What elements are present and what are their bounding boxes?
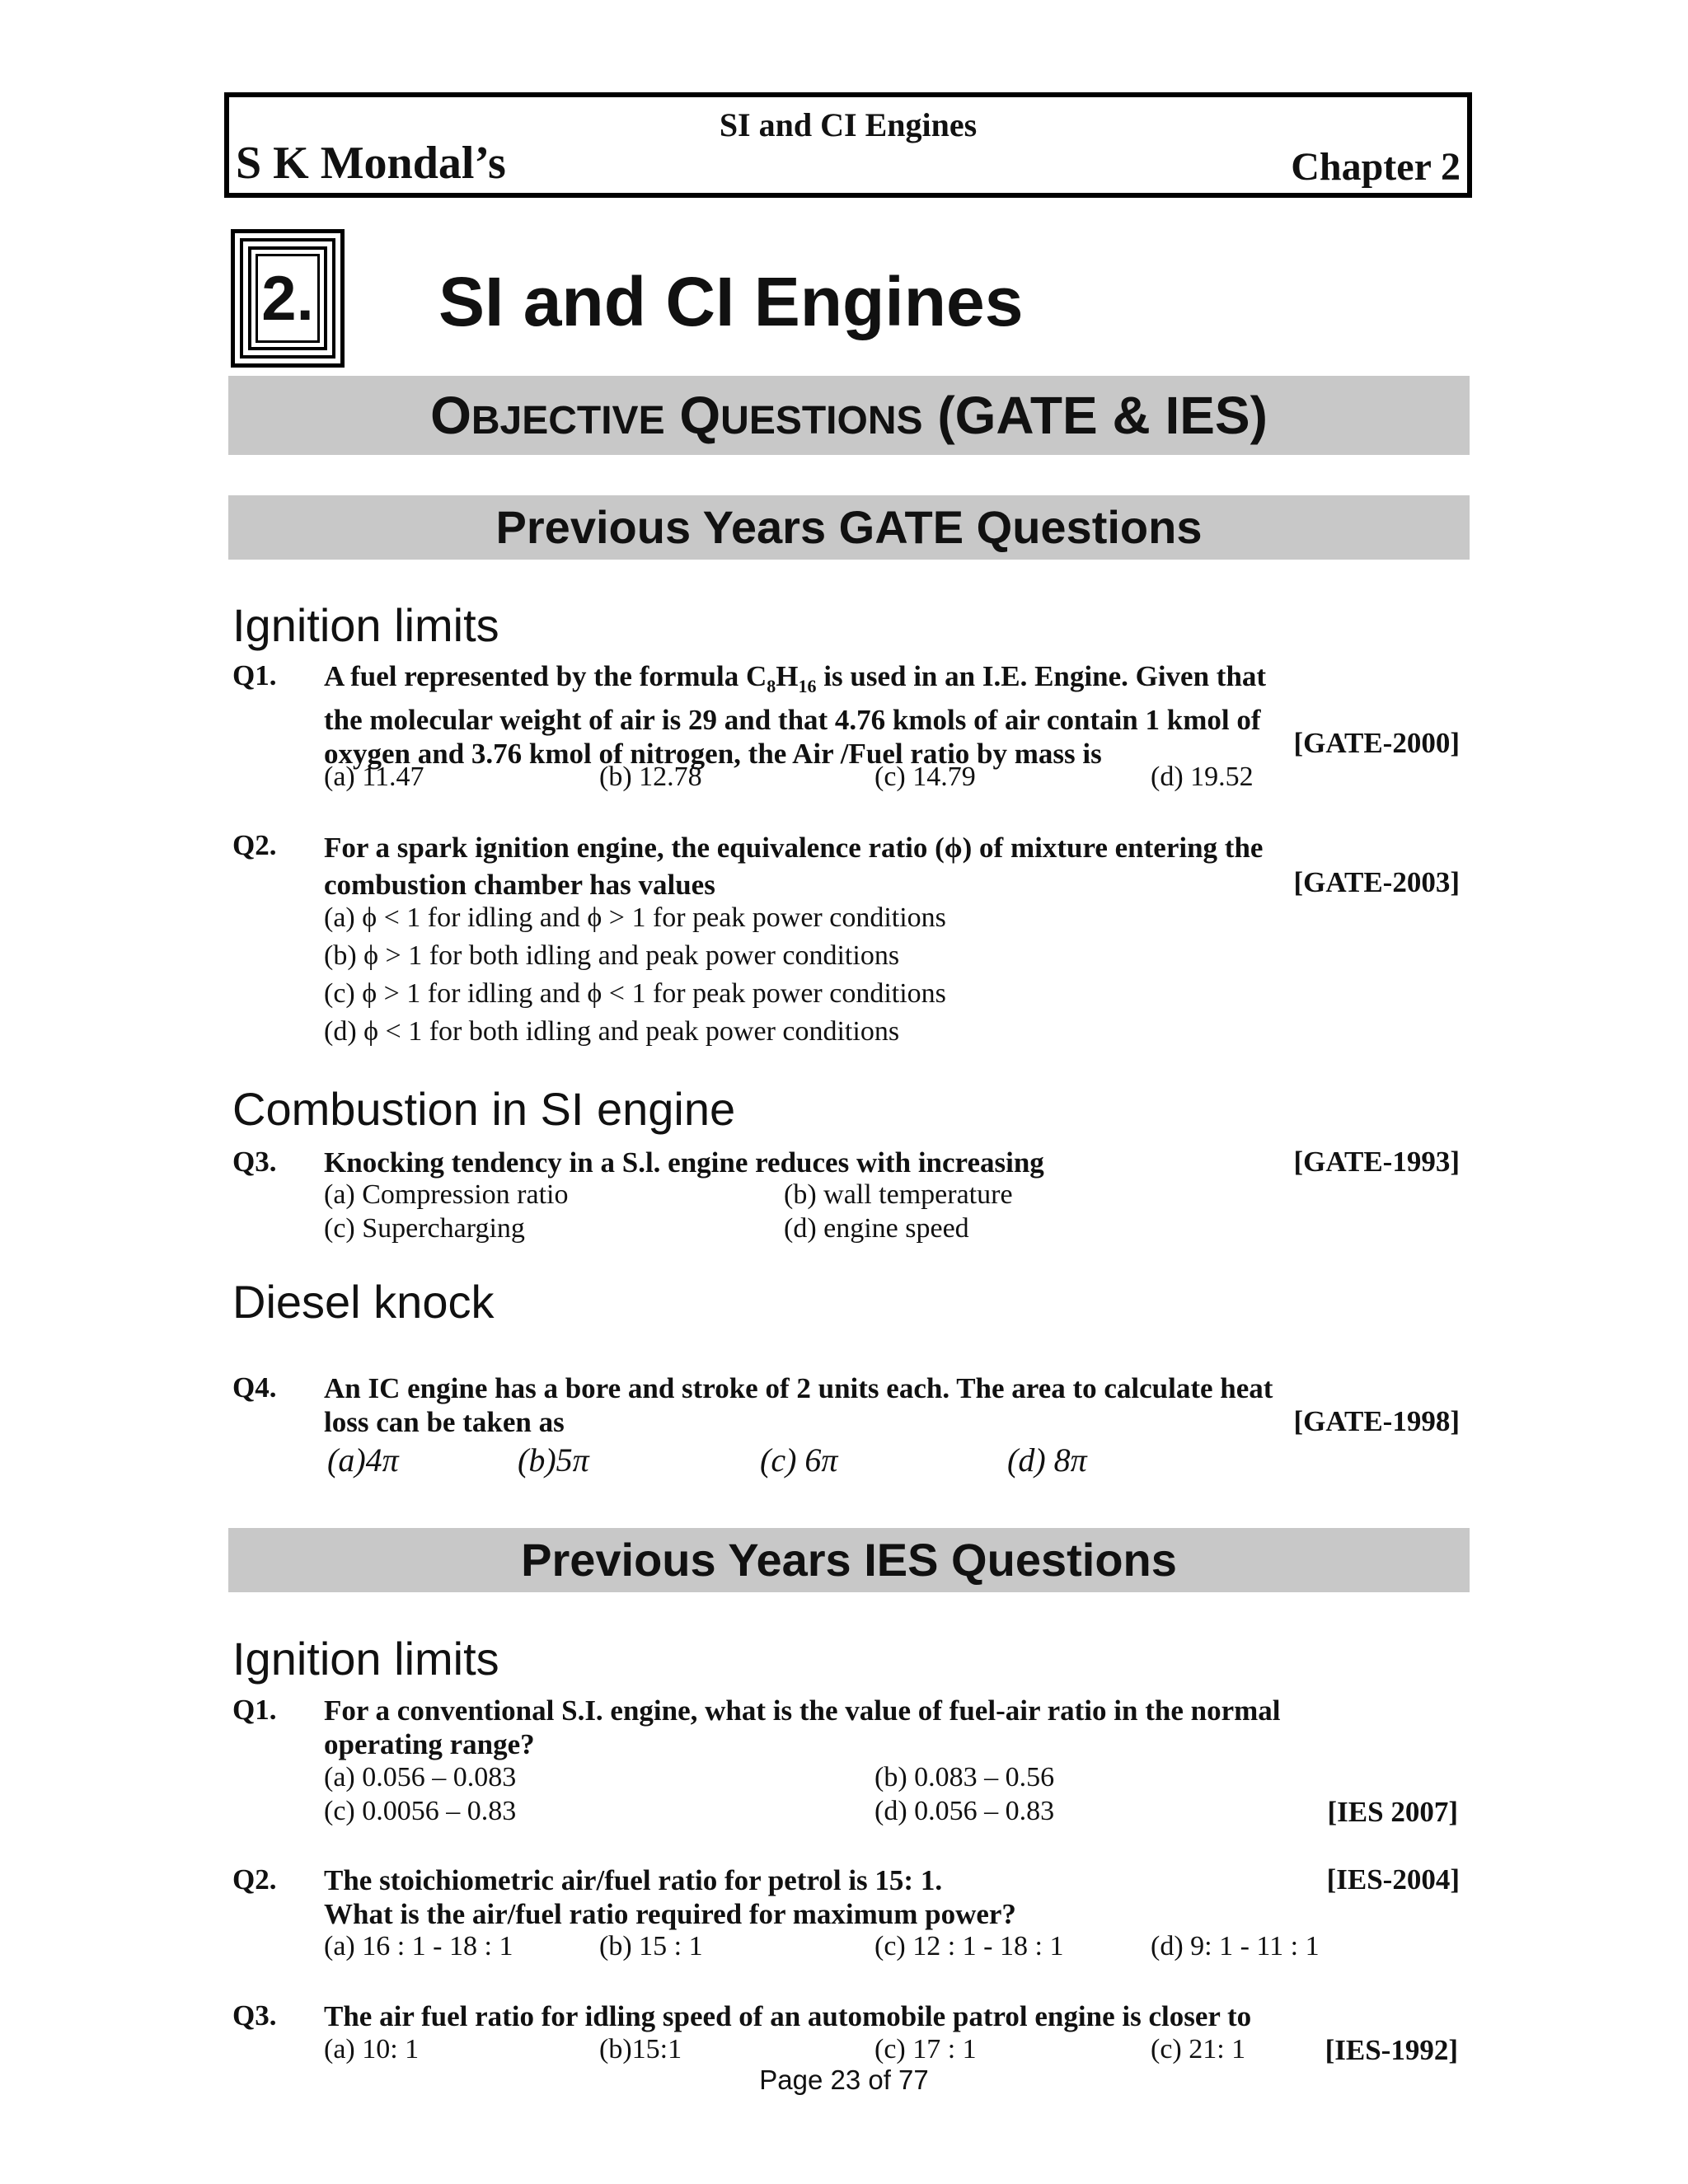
question-text: A fuel represented by the formula $C_8H_{16}$ is used in an I.E. Engine. Given that the molecular weight of air is 29 and that 4.76 kmols of air contain 1 kmol of oxygen and 3.76 kmol of nitrogen, the Air /Fuel ratio by mass is — [324, 660, 1267, 770]
question-number: Q3. — [232, 1999, 277, 2032]
option: (b) ϕ > 1 for both idling and peak power conditions — [324, 940, 900, 971]
option: (d) ϕ < 1 for both idling and peak power conditions — [324, 1016, 900, 1047]
option: (b)15:1 — [599, 2034, 682, 2064]
option: (b)5π — [518, 1441, 589, 1479]
header-chapter: Chapter 2 — [1291, 145, 1461, 189]
exam-tag: [GATE-1998] — [1293, 1405, 1460, 1437]
option: (a) 10: 1 — [324, 2034, 420, 2064]
option: (a)4π — [327, 1441, 399, 1479]
chapter-number: 2. — [256, 254, 320, 343]
option: (a) 16 : 1 - 18 : 1 — [324, 1931, 513, 1961]
question-text: The air fuel ratio for idling speed of an automobile patrol engine is closer to — [324, 2000, 1252, 2032]
option: (c) Supercharging — [324, 1213, 525, 1244]
header-author: S K Mondal’s — [236, 138, 506, 189]
exam-tag: [IES 2007] — [1327, 1796, 1458, 1828]
option: (c) ϕ > 1 for idling and ϕ < 1 for peak power conditions — [324, 978, 946, 1009]
option: (a) ϕ < 1 for idling and ϕ > 1 for peak power conditions — [324, 902, 946, 933]
option: (c) 14.79 — [874, 762, 976, 792]
option: (d) 8π — [1007, 1441, 1087, 1479]
option: (b) 0.083 – 0.56 — [874, 1762, 1055, 1793]
objective-questions-band: OBJECTIVE QUESTIONS (GATE & IES) — [228, 376, 1470, 455]
question-number: Q2. — [232, 1863, 277, 1896]
section-heading: Combustion in SI engine — [232, 1083, 736, 1135]
option: (c) 0.0056 – 0.83 — [324, 1796, 517, 1826]
section-heading: Diesel knock — [232, 1276, 495, 1328]
question-number: Q3. — [232, 1146, 277, 1178]
question-number: Q1. — [232, 1694, 277, 1726]
chapter-number-box — [231, 229, 345, 368]
gate-questions-band: Previous Years GATE Questions — [228, 495, 1470, 560]
option: (d) 19.52 — [1151, 762, 1254, 792]
question-text: An IC engine has a bore and stroke of 2 units each. The area to calculate heat loss can be taken as — [324, 1372, 1273, 1438]
question-text: The stoichiometric air/fuel ratio for petrol is 15: 1. What is the air/fuel ratio required for maximum power? — [324, 1864, 1016, 1930]
question-text: Knocking tendency in a S.l. engine reduces with increasing — [324, 1146, 1044, 1179]
option: (a) 11.47 — [324, 762, 424, 792]
question-number: Q1. — [232, 659, 277, 691]
exam-tag: [IES-2004] — [1326, 1863, 1460, 1896]
option: (a) 0.056 – 0.083 — [324, 1762, 517, 1793]
chapter-title: SI and CI Engines — [438, 263, 1024, 340]
option: (b) 15 : 1 — [599, 1931, 703, 1961]
ies-questions-band: Previous Years IES Questions — [228, 1528, 1470, 1592]
question-number: Q2. — [232, 829, 277, 861]
option: (b) 12.78 — [599, 762, 702, 792]
question-text: For a spark ignition engine, the equivalence ratio (ϕ) of mixture entering the combustion chamber has values — [324, 832, 1264, 901]
question-number: Q4. — [232, 1371, 277, 1404]
exam-tag: [GATE-1993] — [1293, 1146, 1460, 1178]
page-header — [224, 92, 1472, 198]
header-subject: SI and CI Engines — [719, 106, 978, 143]
option: (d) 9: 1 - 11 : 1 — [1151, 1931, 1320, 1961]
option: (c) 17 : 1 — [874, 2034, 977, 2064]
option: (c) 6π — [760, 1441, 838, 1479]
option: (c) 21: 1 — [1151, 2034, 1246, 2064]
option: (c) 12 : 1 - 18 : 1 — [874, 1931, 1064, 1961]
section-heading: Ignition limits — [232, 599, 499, 651]
question-text: For a conventional S.I. engine, what is the value of fuel-air ratio in the normal operating range? — [324, 1694, 1281, 1760]
page-number: Page 23 of 77 — [759, 2064, 929, 2095]
option: (a) Compression ratio — [324, 1179, 569, 1210]
option: (d) 0.056 – 0.83 — [874, 1796, 1055, 1826]
option: (d) engine speed — [784, 1213, 969, 1244]
exam-tag: [GATE-2000] — [1293, 727, 1460, 759]
option: (b) wall temperature — [784, 1179, 1013, 1210]
exam-tag: [IES-1992] — [1325, 2034, 1458, 2066]
section-heading: Ignition limits — [232, 1633, 499, 1685]
exam-tag: [GATE-2003] — [1293, 866, 1460, 898]
